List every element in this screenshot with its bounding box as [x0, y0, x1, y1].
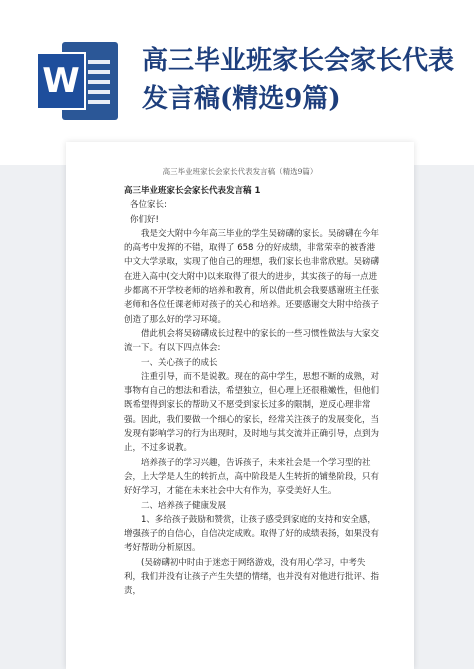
document-heading: 高三毕业班家长会家长代表发言稿 1 [124, 186, 261, 196]
paragraph: 注重引导，而不是说教。现在的高中学生，思想不断的成熟，对事物有自己的想法和看法，希望独立，但心理上还很稚嫩性，但他们既希望得到家长的帮助又不愿受到家长过多的限制，逆反心理非常强。因此，我们要做一个细心的家长，经常关注孩子的发展变化，当发现有影响学习的行为出现时，及时地与其交流并正确引导，点到为止，不过多说教。 [124, 371, 380, 454]
title-banner [0, 0, 474, 165]
paragraph: (吴磅礴初中时由于迷恋于网络游戏，没有用心学习，中考失利，我们并没有让孩子产生失望的情绪，也并没有对他进行批评、指责， [124, 557, 380, 597]
paragraph: 培养孩子的学习兴趣，告诉孩子，未来社会是一个学习型的社会，上大学是人生的转折点，高中阶段是人生转折的铺垫阶段，只有好好学习，才能在未来社会中大有作为，享受美好人生。 [124, 457, 380, 497]
paragraph: 1、多给孩子鼓励和赞赏，让孩子感受到家庭的支持和安全感，增强孩子的自信心，自信决定成败。取得了好的成绩表扬，如果没有考好帮助分析原因。 [124, 514, 380, 554]
salutation: 各位家长: [130, 200, 167, 211]
word-doc-icon [36, 42, 118, 120]
document-page [66, 142, 414, 669]
document-body [124, 184, 382, 599]
running-head: 高三毕业班家长会家长代表发言稿（精选9篇） [162, 167, 318, 176]
paragraph: 我是交大附中今年高三毕业的学生吴磅礴的家长。吴磅礴在今年的高考中发挥的不错，取得了 658 分的好成绩，非常荣幸的被香港中文大学录取，实现了他自己的理想，我们家长也非常欣慰。吴磅礴在进入高中(交大附中)以来取得了很大的进步，其实孩子的每一点进步都离不开学校老师的培养和教育，所以借此机会我要感谢班主任张老师和各位任课老师对孩子的关心和培养。还要感谢交大附中给孩子创造了那么好的学习环境。 [124, 228, 380, 325]
paragraph: 借此机会将吴磅礴成长过程中的家长的一些习惯性做法与大家交流一下。有以下四点体会: [124, 328, 380, 354]
word-w-badge: W [36, 52, 86, 110]
page-title: 高三毕业班家长会家长代表发言稿(精选9篇) [142, 46, 455, 114]
section-heading: 一、关心孩子的成长 [141, 357, 218, 368]
greeting: 你们好! [130, 214, 159, 225]
section-heading: 二、培养孩子健康发展 [141, 500, 227, 511]
